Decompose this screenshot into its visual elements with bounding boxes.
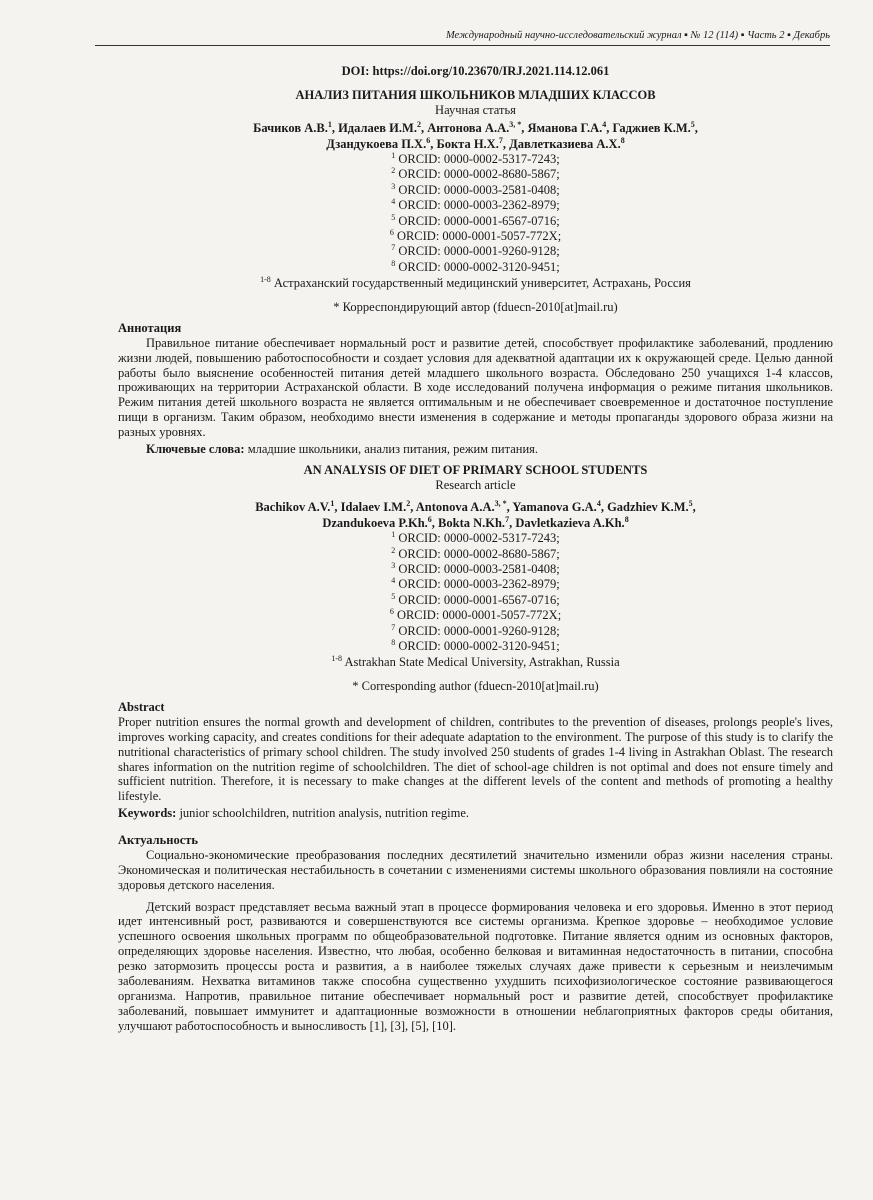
author-superscript: 8 — [624, 514, 629, 524]
author: Бокта Н.Х. — [436, 137, 499, 151]
ru-keywords: Ключевые слова: младшие школьники, анализ питания, режим питания. — [146, 442, 539, 457]
author: Bachikov A.V. — [255, 500, 331, 515]
relevance-paragraph-1: Социально-экономические преобразования последних десятилетий значительно изменили образ жизни населения страны. Экономическая и политическая нестабильность в сочетании с изменениями системы школьного образования повлияли на состояние здоровья детского населения. — [118, 847, 833, 892]
author: Davletkazieva A.Kh. — [515, 516, 625, 531]
en-abstract-heading: Abstract — [118, 700, 165, 715]
author: Давлетказиева А.Х. — [509, 137, 621, 151]
en-authors: Bachikov A.V.$^1$, Idalaev I.M.$^2$, Antonova A.A.$^{3, *}$, Yamanova G.A.$^4$, Gadzhiev K.M.$^5$, Dzandukoeva P.Kh.$^6$, Bokta N.Kh.$^7$, Davletkazieva A.Kh.$^8$ — [255, 498, 696, 531]
ru-abstract-heading: Аннотация — [118, 321, 182, 336]
journal-header: Международный научно-исследовательский журнал ▪ № 12 (114) ▪ Часть 2 ▪ Декабрь — [95, 30, 830, 46]
en-orcid-list — [118, 531, 833, 654]
orcid-line: $^7$ ORCID: 0000-0001-9260-9128; — [391, 622, 560, 638]
en-abstract-text: Proper nutrition ensures the normal growth and development of children, contributes to the prevention of diseases, prolongs people's lives, improves working capacity, and creates conditions for their adequate adaptation to the environment. The purpose of this study is to clarify the nutritional characteristics of primary school children. The study involved 250 students of grades 1-4 living in Astrakhan Oblast. The research shares information on the nutrition regime of schoolchildren. The diet of school-age children is not optimal and does not ensure timely and sufficient nutrition. Therefore, it is necessary to make changes at the different levels of the content and methods of promoting a healthy lifestyle. — [118, 714, 833, 804]
orcid-line: $^5$ ORCID: 0000-0001-6567-0716; — [391, 212, 560, 228]
orcid-line: $^5$ ORCID: 0000-0001-6567-0716; — [391, 591, 560, 607]
author-superscript: 2 — [406, 498, 411, 508]
orcid-line: $^1$ ORCID: 0000-0002-5317-7243; — [391, 529, 560, 546]
orcid-line: $^3$ ORCID: 0000-0003-2581-0408; — [391, 560, 560, 576]
ru-authors: Бачиков А.В.$^1$, Идалаев И.М.$^2$, Антонова А.А.$^{3, *}$, Яманова Г.А.$^4$, Гаджиев К.М.$^5$, Дзандукоева П.Х.$^6$, Бокта Н.Х.$^7$, Давлетказиева А.Х.$^8$ — [253, 119, 698, 151]
en-article-type: Research article — [435, 478, 516, 493]
orcid-line: $^7$ ORCID: 0000-0001-9260-9128; — [391, 243, 560, 259]
orcid-line: $^8$ ORCID: 0000-0002-3120-9451; — [391, 637, 560, 653]
author-superscript: 6 — [426, 135, 431, 145]
orcid-line: $^4$ ORCID: 0000-0003-2362-8979; — [391, 576, 560, 592]
author-superscript: 6 — [427, 514, 432, 524]
en-keywords: Keywords: junior schoolchildren, nutrition analysis, nutrition regime. — [118, 806, 469, 821]
ru-title: АНАЛИЗ ПИТАНИЯ ШКОЛЬНИКОВ МЛАДШИХ КЛАССОВ — [295, 88, 656, 102]
orcid-line: $^6$ ORCID: 0000-0001-5057-772X; — [389, 227, 562, 244]
orcid-line: $^8$ ORCID: 0000-0002-3120-9451; — [391, 258, 560, 274]
author: Антонова А.А. — [427, 121, 510, 135]
author-superscript: 7 — [505, 514, 510, 524]
author-superscript: 5 — [690, 119, 695, 129]
orcid-line: $^3$ ORCID: 0000-0003-2581-0408; — [391, 181, 560, 197]
ru-orcid-list — [118, 152, 833, 275]
author-superscript: 5 — [688, 498, 693, 508]
author: Antonova A.A. — [415, 500, 495, 515]
ru-article-type: Научная статья — [435, 103, 516, 117]
author-superscript: 4 — [596, 498, 601, 508]
author-superscript: 1 — [327, 119, 332, 129]
author-superscript: 3, * — [509, 119, 522, 129]
ru-affiliation: $^{1-8}$ Астраханский государственный медицинский университет, Астрахань, Россия — [260, 275, 691, 291]
author: Яманова Г.А. — [527, 121, 603, 135]
article-content — [118, 64, 833, 1034]
author: Дзандукоева П.Х. — [326, 137, 427, 151]
orcid-line: $^4$ ORCID: 0000-0003-2362-8979; — [391, 197, 560, 213]
author-superscript: 1 — [330, 498, 335, 508]
author: Гаджиев К.М. — [612, 121, 691, 135]
author-superscript: 4 — [602, 119, 607, 129]
ru-corresponding-author: * Корреспондирующий автор (fduecn-2010[at]mail.ru) — [333, 300, 618, 315]
author: Yamanova G.A. — [512, 500, 597, 515]
author-superscript: 3, * — [494, 498, 507, 508]
author: Bokta N.Kh. — [438, 516, 506, 531]
relevance-heading: Актуальность — [118, 833, 199, 848]
author: Idalaev I.M. — [340, 500, 407, 515]
doi-line: DOI: https://doi.org/10.23670/IRJ.2021.114.12.061 — [341, 64, 610, 78]
orcid-line: $^1$ ORCID: 0000-0002-5317-7243; — [391, 150, 560, 166]
relevance-paragraph-2: Детский возраст представляет весьма важный этап в процессе формирования человека и его здоровья. Именно в этот период идет интенсивный рост, развиваются и совершенствуются все системы организма. Крепкое здоровье – необходимое условие успешного освоения школьных программ по общеобразовательной подготовке. Питание является одним из основных факторов, определяющих здоровье населения. Известно, что любая, особенно белковая и витаминная недостаточность в питании, способна резко затормозить процессы роста и развития, а в наиболее тяжелых случаях даже привести к серьезным и неизлечимым заболеваниям. Нехватка витаминов также способна существенно ухудшить психофизиологическое состояние развивающегося организма. Напротив, правильное питание обеспечивает нормальный рост и развитие детей, способствует профилактике заболеваний, повышает иммунитет и адаптационные возможности в отношении неблагоприятных факторов среды обитания, улучшают работоспособность и выносливость [1], [3], [5], [10]. — [118, 899, 833, 1033]
orcid-line: $^2$ ORCID: 0000-0002-8680-5867; — [391, 166, 560, 182]
orcid-line: $^6$ ORCID: 0000-0001-5057-772X; — [389, 606, 562, 623]
en-corresponding-author: * Corresponding author (fduecn-2010[at]mail.ru) — [352, 679, 599, 694]
author-superscript: 7 — [498, 135, 503, 145]
author: Gadzhiev K.M. — [607, 500, 689, 515]
en-title: AN ANALYSIS OF DIET OF PRIMARY SCHOOL STUDENTS — [303, 463, 648, 478]
author: Идалаев И.М. — [338, 121, 417, 135]
ru-abstract-text: Правильное питание обеспечивает нормальный рост и развитие детей, способствует профилактике заболеваний, продлению жизни людей, повышению работоспособности и создает условия для адекватной адаптации их к окружающей среде. Целью данной работы было выяснение особенностей питания детей младшего школьного возраста. Обследовано 250 учащихся 1-4 классов, проживающих на территории Астраханской области. В ходе исследований получена информация о режиме питания школьников. Режим питания детей школьного возраста не является оптимальным и не обеспечивает своевременное и достаточное поступление пищи в организм. Таким образом, необходимо внести изменения в содержание и методы пропаганды здорового образа жизни на разных уровнях. — [118, 335, 833, 440]
author-superscript: 8 — [620, 135, 625, 145]
author-superscript: 2 — [416, 119, 421, 129]
orcid-line: $^2$ ORCID: 0000-0002-8680-5867; — [391, 545, 560, 561]
author: Dzandukoeva P.Kh. — [322, 516, 428, 531]
author: Бачиков А.В. — [253, 121, 328, 135]
en-affiliation: $^{1-8}$ Astrakhan State Medical University, Astrakhan, Russia — [331, 654, 620, 670]
